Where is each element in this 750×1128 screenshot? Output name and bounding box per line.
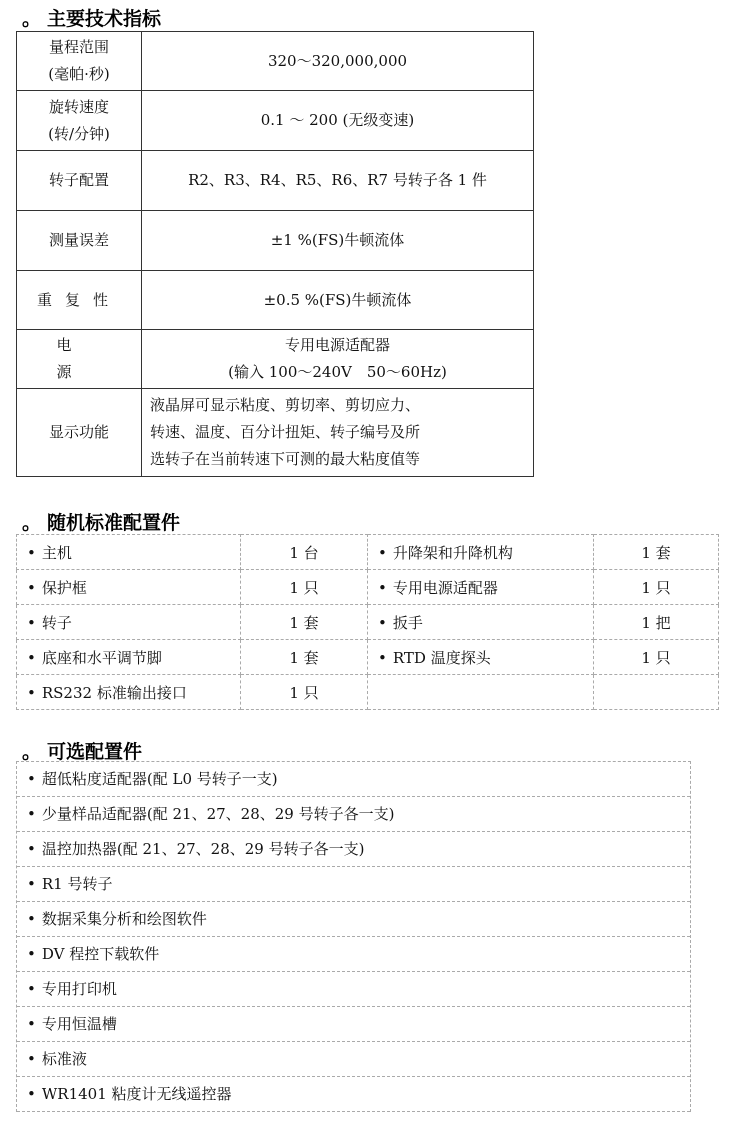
table-row [17, 535, 719, 570]
list-item: • 专用打印机 [17, 972, 690, 1007]
item-name: • 专用电源适配器 [368, 570, 594, 605]
spec-row [17, 211, 534, 271]
item-qty-empty [594, 675, 719, 710]
item-name: • 保护框 [17, 570, 241, 605]
spec-row [17, 91, 534, 151]
item-qty: 1 套 [241, 605, 368, 640]
item-name-empty [368, 675, 594, 710]
item-name: • 主机 [17, 535, 241, 570]
spec-label: 显示功能 [17, 389, 142, 477]
item-name: • RTD 温度探头 [368, 640, 594, 675]
spec-row [17, 330, 534, 389]
list-item: • R1 号转子 [17, 867, 690, 902]
item-name: • RS232 标准输出接口 [17, 675, 241, 710]
item-qty: 1 只 [241, 570, 368, 605]
item-qty: 1 只 [594, 570, 719, 605]
item-name: • 扳手 [368, 605, 594, 640]
spec-label: 转子配置 [17, 151, 142, 211]
item-qty: 1 只 [594, 640, 719, 675]
spec-row [17, 271, 534, 330]
spec-row [17, 32, 534, 91]
optional-config-list [16, 761, 691, 1112]
spec-label: 测量误差 [17, 211, 142, 271]
table-row [17, 675, 719, 710]
list-item: • 超低粘度适配器(配 L0 号转子一支) [17, 762, 690, 797]
spec-row [17, 389, 534, 477]
spec-value: 320～320,000,000 [142, 32, 534, 91]
list-item: • 标准液 [17, 1042, 690, 1077]
list-item: • WR1401 粘度计无线遥控器 [17, 1077, 690, 1112]
item-qty: 1 只 [241, 675, 368, 710]
item-qty: 1 套 [594, 535, 719, 570]
list-item: • 少量样品适配器(配 21、27、28、29 号转子各一支) [17, 797, 690, 832]
spec-value: R2、R3、R4、R5、R6、R7 号转子各 1 件 [142, 151, 534, 211]
spec-value: 液晶屏可显示粘度、剪切率、剪切应力、 转速、温度、百分计扭矩、转子编号及所 选转子在当前转速下可测的最大粘度值等 [142, 389, 534, 477]
table-row [17, 640, 719, 675]
list-item: • DV 程控下载软件 [17, 937, 690, 972]
spec-label: 重复性 [17, 271, 142, 330]
item-qty: 1 把 [594, 605, 719, 640]
list-item: • 数据采集分析和绘图软件 [17, 902, 690, 937]
standard-config-table [16, 534, 719, 710]
spec-value: 0.1 ～ 200 (无级变速) [142, 91, 534, 151]
list-item: • 温控加热器(配 21、27、28、29 号转子各一支) [17, 832, 690, 867]
table-row [17, 570, 719, 605]
section-title-specs: 。 主要技术指标 [22, 8, 162, 30]
item-qty: 1 台 [241, 535, 368, 570]
spec-value: ±0.5 %(FS)牛顿流体 [142, 271, 534, 330]
section-title-optional: 。 可选配置件 [22, 741, 143, 763]
item-name: • 升降架和升降机构 [368, 535, 594, 570]
item-name: • 底座和水平调节脚 [17, 640, 241, 675]
spec-label: 量程范围 (毫帕·秒) [17, 32, 142, 91]
spec-label: 电源 [17, 330, 142, 389]
spec-row [17, 151, 534, 211]
section-title-standard: 。 随机标准配置件 [22, 512, 181, 534]
list-item: • 专用恒温槽 [17, 1007, 690, 1042]
table-row [17, 605, 719, 640]
spec-value: 专用电源适配器 (输入 100～240V 50～60Hz) [142, 330, 534, 389]
spec-label: 旋转速度 (转/分钟) [17, 91, 142, 151]
spec-value: ±1 %(FS)牛顿流体 [142, 211, 534, 271]
spec-table [16, 31, 534, 477]
item-name: • 转子 [17, 605, 241, 640]
item-qty: 1 套 [241, 640, 368, 675]
